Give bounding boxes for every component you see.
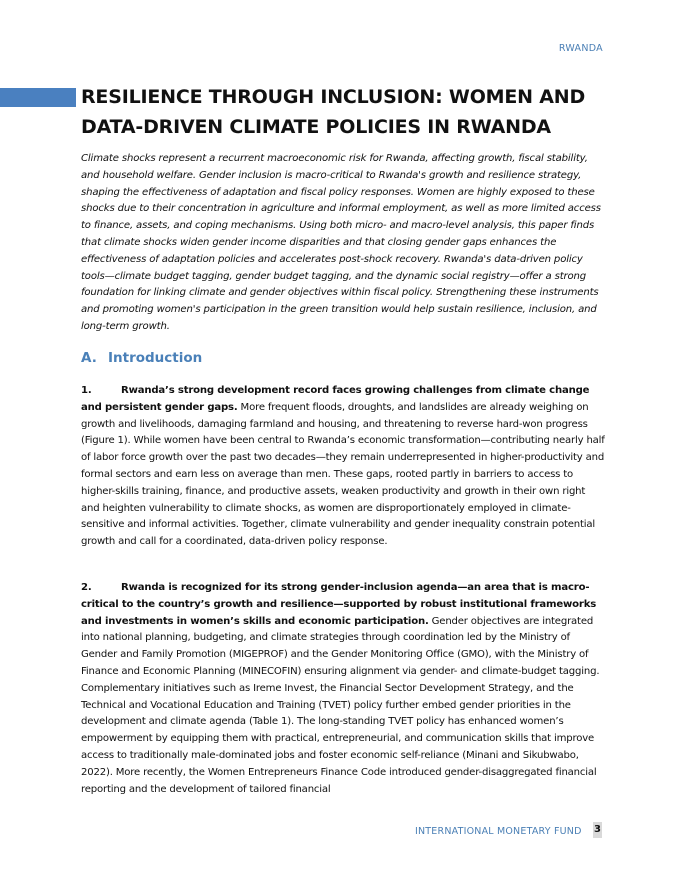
section-letter: A. bbox=[81, 350, 97, 366]
paragraph-number: 2. bbox=[81, 582, 92, 593]
running-header: RWANDA bbox=[558, 43, 603, 54]
paragraph-lead: Rwanda’s strong development record faces growing challenges from climate change and persistent gender gaps. bbox=[81, 385, 590, 413]
section-heading-introduction bbox=[81, 350, 202, 366]
paragraph-lead: Rwanda is recognized for its strong gender-inclusion agenda—an area that is macro-critical to the country’s growth and resilience—supported by robust institutional frameworks and investments in women’s skills and economic participation. bbox=[81, 582, 597, 627]
title-accent-bar bbox=[0, 88, 76, 107]
section-title: Introduction bbox=[108, 350, 203, 366]
paragraph-2 bbox=[81, 580, 605, 798]
footer-organization: INTERNATIONAL MONETARY FUND bbox=[415, 826, 582, 837]
paragraph-number: 1. bbox=[81, 385, 92, 396]
paragraph-body: Gender objectives are integrated into national planning, budgeting, and climate strategies through coordination led by the Ministry of Gender and Family Promotion (MIGEPROF) and the Gender Monitoring Office (GMO), with the Ministry of Finance and Economic Planning (MINECOFIN) ensuring alignment via gender- and climate-budget tagging. Complementary initiatives such as Ireme Invest, the Financial Sector Development Strategy, and the Technical and Vocational Education and Training (TVET) policy further embed gender priorities in the development and climate agenda (Table 1). The long-standing TVET policy has enhanced women’s empowerment by equipping them with practical, entrepreneurial, and communication skills that improve access to traditionally male-dominated jobs and foster economic self-reliance (Minani and Sikubwabo, 2022). More recently, the Women Entrepreneurs Finance Code introduced gender-disaggregated financial reporting and the development of tailored financial bbox=[81, 615, 600, 795]
page-number: 3 bbox=[593, 822, 602, 838]
paragraph-1 bbox=[81, 383, 605, 551]
document-title: RESILIENCE THROUGH INCLUSION: WOMEN AND DATA-DRIVEN CLIMATE POLICIES IN RWANDA bbox=[81, 86, 586, 138]
abstract: Climate shocks represent a recurrent macroeconomic risk for Rwanda, affecting growth, fiscal stability, and household welfare. Gender inclusion is macro-critical to Rwanda's growth and resilience strategy, shaping the effectiveness of adaptation and fiscal policy responses. Women are highly exposed to these shocks due to their concentration in agriculture and informal employment, as well as more limited access to finance, assets, and coping mechanisms. Using both micro- and macro-level analysis, this paper finds that climate shocks widen gender income disparities and that closing gender gaps enhances the effectiveness of adaptation policies and accelerates post-shock recovery. Rwanda's data-driven policy tools—climate budget tagging, gender budget tagging, and the dynamic social registry—offer a strong foundation for linking climate and gender objectives within fiscal policy. Strengthening these instruments and promoting women's participation in the green transition would help sustain resilience, inclusion, and long-term growth. bbox=[81, 153, 601, 332]
paragraph-body: More frequent floods, droughts, and landslides are already weighing on growth and livelihoods, damaging farmland and housing, and threatening to reverse hard-won progress (Figure 1). While women have been central to Rwanda’s economic transformation—contributing nearly half of labor force growth over the past two decades—they remain underrepresented in higher-productivity and formal sectors and earn less on average than men. These gaps, rooted partly in barriers to access to higher-skills training, finance, and productive assets, weaken productivity and growth in their own right and heighten vulnerability to climate shocks, as women are disproportionately employed in climate-sensitive and informal activities. Together, climate vulnerability and gender inequality constrain potential growth and call for a coordinated, data-driven policy response. bbox=[81, 401, 605, 548]
